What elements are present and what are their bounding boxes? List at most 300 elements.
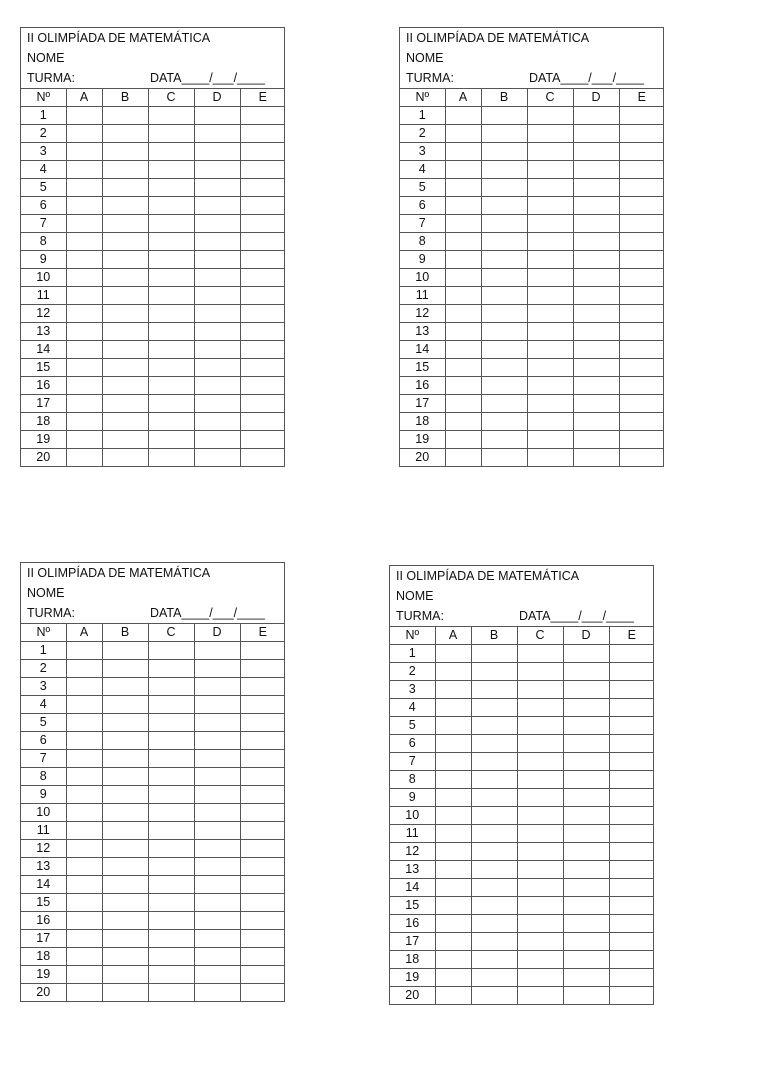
answer-cell-a[interactable] xyxy=(66,732,102,750)
answer-cell-e[interactable] xyxy=(240,912,285,930)
answer-cell-d[interactable] xyxy=(563,843,609,861)
answer-cell-c[interactable] xyxy=(527,107,573,125)
answer-cell-d[interactable] xyxy=(563,933,609,951)
answer-cell-c[interactable] xyxy=(527,431,573,449)
answer-cell-c[interactable] xyxy=(527,395,573,413)
answer-cell-e[interactable] xyxy=(609,861,654,879)
answer-cell-e[interactable] xyxy=(240,197,285,215)
answer-cell-c[interactable] xyxy=(527,341,573,359)
answer-cell-a[interactable] xyxy=(435,969,471,987)
answer-cell-a[interactable] xyxy=(435,933,471,951)
answer-cell-e[interactable] xyxy=(619,251,664,269)
answer-cell-d[interactable] xyxy=(573,413,619,431)
answer-cell-c[interactable] xyxy=(148,786,194,804)
answer-cell-b[interactable] xyxy=(471,843,517,861)
answer-cell-b[interactable] xyxy=(471,771,517,789)
answer-cell-e[interactable] xyxy=(240,966,285,984)
answer-cell-b[interactable] xyxy=(471,933,517,951)
answer-cell-c[interactable] xyxy=(517,933,563,951)
answer-cell-b[interactable] xyxy=(471,807,517,825)
answer-cell-c[interactable] xyxy=(527,179,573,197)
answer-cell-d[interactable] xyxy=(563,879,609,897)
answer-cell-a[interactable] xyxy=(66,930,102,948)
answer-cell-b[interactable] xyxy=(102,840,148,858)
answer-cell-b[interactable] xyxy=(471,825,517,843)
answer-cell-e[interactable] xyxy=(619,431,664,449)
answer-cell-a[interactable] xyxy=(66,323,102,341)
answer-cell-e[interactable] xyxy=(240,714,285,732)
answer-cell-c[interactable] xyxy=(148,341,194,359)
answer-cell-e[interactable] xyxy=(609,915,654,933)
answer-cell-b[interactable] xyxy=(471,987,517,1005)
answer-cell-b[interactable] xyxy=(471,915,517,933)
answer-cell-b[interactable] xyxy=(102,660,148,678)
answer-cell-c[interactable] xyxy=(527,143,573,161)
answer-cell-c[interactable] xyxy=(148,449,194,467)
answer-cell-e[interactable] xyxy=(240,125,285,143)
answer-cell-c[interactable] xyxy=(148,840,194,858)
answer-cell-a[interactable] xyxy=(445,395,481,413)
answer-cell-a[interactable] xyxy=(445,215,481,233)
answer-cell-b[interactable] xyxy=(102,714,148,732)
answer-cell-d[interactable] xyxy=(194,894,240,912)
answer-cell-c[interactable] xyxy=(517,735,563,753)
answer-cell-c[interactable] xyxy=(148,660,194,678)
answer-cell-d[interactable] xyxy=(194,395,240,413)
answer-cell-c[interactable] xyxy=(527,377,573,395)
answer-cell-a[interactable] xyxy=(66,395,102,413)
answer-cell-e[interactable] xyxy=(609,807,654,825)
answer-cell-e[interactable] xyxy=(619,305,664,323)
answer-cell-e[interactable] xyxy=(240,287,285,305)
answer-cell-d[interactable] xyxy=(194,143,240,161)
answer-cell-e[interactable] xyxy=(609,843,654,861)
answer-cell-e[interactable] xyxy=(619,161,664,179)
answer-cell-d[interactable] xyxy=(194,930,240,948)
answer-cell-e[interactable] xyxy=(609,717,654,735)
answer-cell-a[interactable] xyxy=(66,179,102,197)
answer-cell-d[interactable] xyxy=(573,287,619,305)
answer-cell-b[interactable] xyxy=(481,449,527,467)
answer-cell-a[interactable] xyxy=(435,825,471,843)
answer-cell-d[interactable] xyxy=(194,107,240,125)
answer-cell-e[interactable] xyxy=(609,735,654,753)
answer-cell-d[interactable] xyxy=(194,750,240,768)
answer-cell-c[interactable] xyxy=(517,879,563,897)
answer-cell-d[interactable] xyxy=(194,287,240,305)
answer-cell-e[interactable] xyxy=(619,107,664,125)
answer-cell-b[interactable] xyxy=(102,233,148,251)
answer-cell-e[interactable] xyxy=(619,323,664,341)
answer-cell-d[interactable] xyxy=(194,858,240,876)
answer-cell-e[interactable] xyxy=(240,359,285,377)
answer-cell-c[interactable] xyxy=(148,305,194,323)
answer-cell-a[interactable] xyxy=(66,413,102,431)
answer-cell-b[interactable] xyxy=(471,789,517,807)
answer-cell-c[interactable] xyxy=(517,717,563,735)
answer-cell-a[interactable] xyxy=(445,305,481,323)
answer-cell-b[interactable] xyxy=(481,251,527,269)
answer-cell-e[interactable] xyxy=(240,804,285,822)
answer-cell-b[interactable] xyxy=(102,930,148,948)
answer-cell-d[interactable] xyxy=(194,984,240,1002)
answer-cell-b[interactable] xyxy=(102,377,148,395)
answer-cell-b[interactable] xyxy=(471,717,517,735)
answer-cell-c[interactable] xyxy=(527,233,573,251)
answer-cell-a[interactable] xyxy=(445,359,481,377)
answer-cell-e[interactable] xyxy=(609,771,654,789)
answer-cell-a[interactable] xyxy=(435,897,471,915)
answer-cell-e[interactable] xyxy=(240,696,285,714)
answer-cell-b[interactable] xyxy=(102,323,148,341)
answer-cell-c[interactable] xyxy=(148,269,194,287)
answer-cell-c[interactable] xyxy=(527,323,573,341)
answer-cell-d[interactable] xyxy=(563,645,609,663)
answer-cell-a[interactable] xyxy=(66,449,102,467)
answer-cell-c[interactable] xyxy=(148,359,194,377)
answer-cell-c[interactable] xyxy=(148,732,194,750)
answer-cell-b[interactable] xyxy=(102,215,148,233)
answer-cell-a[interactable] xyxy=(445,431,481,449)
answer-cell-c[interactable] xyxy=(148,876,194,894)
answer-cell-a[interactable] xyxy=(66,876,102,894)
answer-cell-d[interactable] xyxy=(194,197,240,215)
answer-cell-c[interactable] xyxy=(517,915,563,933)
answer-cell-c[interactable] xyxy=(517,771,563,789)
answer-cell-a[interactable] xyxy=(66,912,102,930)
answer-cell-a[interactable] xyxy=(445,323,481,341)
answer-cell-a[interactable] xyxy=(435,879,471,897)
answer-cell-d[interactable] xyxy=(194,660,240,678)
answer-cell-e[interactable] xyxy=(240,251,285,269)
answer-cell-b[interactable] xyxy=(102,341,148,359)
answer-cell-c[interactable] xyxy=(517,825,563,843)
answer-cell-d[interactable] xyxy=(194,359,240,377)
answer-cell-c[interactable] xyxy=(148,233,194,251)
answer-cell-d[interactable] xyxy=(194,948,240,966)
answer-cell-c[interactable] xyxy=(148,197,194,215)
answer-cell-e[interactable] xyxy=(240,107,285,125)
answer-cell-b[interactable] xyxy=(471,699,517,717)
answer-cell-e[interactable] xyxy=(240,894,285,912)
answer-cell-e[interactable] xyxy=(240,269,285,287)
answer-cell-b[interactable] xyxy=(102,984,148,1002)
answer-cell-b[interactable] xyxy=(102,431,148,449)
answer-cell-e[interactable] xyxy=(240,984,285,1002)
answer-cell-b[interactable] xyxy=(102,305,148,323)
answer-cell-e[interactable] xyxy=(619,359,664,377)
answer-cell-d[interactable] xyxy=(573,233,619,251)
answer-cell-a[interactable] xyxy=(445,251,481,269)
answer-cell-b[interactable] xyxy=(471,897,517,915)
answer-cell-d[interactable] xyxy=(573,215,619,233)
answer-cell-b[interactable] xyxy=(102,359,148,377)
answer-cell-c[interactable] xyxy=(517,987,563,1005)
answer-cell-c[interactable] xyxy=(527,305,573,323)
answer-cell-b[interactable] xyxy=(471,645,517,663)
answer-cell-e[interactable] xyxy=(240,786,285,804)
answer-cell-d[interactable] xyxy=(563,861,609,879)
answer-cell-d[interactable] xyxy=(563,681,609,699)
answer-cell-a[interactable] xyxy=(66,215,102,233)
answer-cell-c[interactable] xyxy=(148,179,194,197)
answer-cell-a[interactable] xyxy=(435,771,471,789)
answer-cell-c[interactable] xyxy=(148,161,194,179)
answer-cell-b[interactable] xyxy=(102,858,148,876)
answer-cell-e[interactable] xyxy=(240,143,285,161)
answer-cell-a[interactable] xyxy=(66,287,102,305)
answer-cell-d[interactable] xyxy=(194,822,240,840)
answer-cell-c[interactable] xyxy=(148,822,194,840)
answer-cell-d[interactable] xyxy=(194,678,240,696)
answer-cell-e[interactable] xyxy=(619,233,664,251)
answer-cell-b[interactable] xyxy=(471,861,517,879)
answer-cell-b[interactable] xyxy=(102,786,148,804)
answer-cell-e[interactable] xyxy=(240,395,285,413)
answer-cell-e[interactable] xyxy=(609,645,654,663)
answer-cell-b[interactable] xyxy=(102,395,148,413)
answer-cell-d[interactable] xyxy=(573,359,619,377)
answer-cell-e[interactable] xyxy=(609,825,654,843)
answer-cell-b[interactable] xyxy=(481,413,527,431)
answer-cell-d[interactable] xyxy=(563,897,609,915)
answer-cell-a[interactable] xyxy=(435,735,471,753)
answer-cell-a[interactable] xyxy=(435,753,471,771)
answer-cell-b[interactable] xyxy=(481,215,527,233)
answer-cell-d[interactable] xyxy=(563,951,609,969)
answer-cell-e[interactable] xyxy=(609,951,654,969)
answer-cell-d[interactable] xyxy=(194,714,240,732)
answer-cell-a[interactable] xyxy=(66,696,102,714)
answer-cell-a[interactable] xyxy=(445,449,481,467)
answer-cell-d[interactable] xyxy=(194,966,240,984)
answer-cell-d[interactable] xyxy=(573,449,619,467)
answer-cell-a[interactable] xyxy=(66,786,102,804)
answer-cell-e[interactable] xyxy=(240,732,285,750)
answer-cell-a[interactable] xyxy=(66,804,102,822)
answer-cell-a[interactable] xyxy=(66,107,102,125)
answer-cell-d[interactable] xyxy=(194,786,240,804)
answer-cell-c[interactable] xyxy=(527,215,573,233)
answer-cell-c[interactable] xyxy=(527,287,573,305)
answer-cell-d[interactable] xyxy=(563,825,609,843)
answer-cell-a[interactable] xyxy=(445,107,481,125)
answer-cell-b[interactable] xyxy=(102,642,148,660)
answer-cell-b[interactable] xyxy=(102,107,148,125)
answer-cell-b[interactable] xyxy=(102,894,148,912)
answer-cell-c[interactable] xyxy=(527,251,573,269)
answer-cell-e[interactable] xyxy=(619,377,664,395)
answer-cell-e[interactable] xyxy=(609,987,654,1005)
answer-cell-b[interactable] xyxy=(471,951,517,969)
answer-cell-d[interactable] xyxy=(573,341,619,359)
answer-cell-a[interactable] xyxy=(66,341,102,359)
answer-cell-c[interactable] xyxy=(148,251,194,269)
answer-cell-a[interactable] xyxy=(66,359,102,377)
answer-cell-d[interactable] xyxy=(194,912,240,930)
answer-cell-c[interactable] xyxy=(148,948,194,966)
answer-cell-c[interactable] xyxy=(148,143,194,161)
answer-cell-c[interactable] xyxy=(517,699,563,717)
answer-cell-d[interactable] xyxy=(563,987,609,1005)
answer-cell-a[interactable] xyxy=(66,269,102,287)
answer-cell-d[interactable] xyxy=(573,323,619,341)
answer-cell-e[interactable] xyxy=(240,678,285,696)
answer-cell-d[interactable] xyxy=(563,771,609,789)
answer-cell-a[interactable] xyxy=(435,717,471,735)
answer-cell-b[interactable] xyxy=(481,431,527,449)
answer-cell-d[interactable] xyxy=(194,323,240,341)
answer-cell-b[interactable] xyxy=(481,143,527,161)
answer-cell-e[interactable] xyxy=(619,143,664,161)
answer-cell-d[interactable] xyxy=(194,768,240,786)
answer-cell-a[interactable] xyxy=(435,951,471,969)
answer-cell-a[interactable] xyxy=(66,714,102,732)
answer-cell-a[interactable] xyxy=(445,233,481,251)
answer-cell-c[interactable] xyxy=(517,861,563,879)
answer-cell-b[interactable] xyxy=(102,125,148,143)
answer-cell-c[interactable] xyxy=(527,449,573,467)
answer-cell-d[interactable] xyxy=(194,179,240,197)
answer-cell-d[interactable] xyxy=(194,840,240,858)
answer-cell-a[interactable] xyxy=(66,125,102,143)
answer-cell-a[interactable] xyxy=(66,894,102,912)
answer-cell-b[interactable] xyxy=(481,287,527,305)
answer-cell-b[interactable] xyxy=(102,143,148,161)
answer-cell-a[interactable] xyxy=(66,233,102,251)
answer-cell-a[interactable] xyxy=(66,431,102,449)
answer-cell-c[interactable] xyxy=(148,984,194,1002)
answer-cell-e[interactable] xyxy=(609,879,654,897)
answer-cell-e[interactable] xyxy=(240,449,285,467)
answer-cell-a[interactable] xyxy=(66,197,102,215)
answer-cell-e[interactable] xyxy=(619,179,664,197)
answer-cell-a[interactable] xyxy=(66,984,102,1002)
answer-cell-c[interactable] xyxy=(148,642,194,660)
answer-cell-d[interactable] xyxy=(573,125,619,143)
answer-cell-e[interactable] xyxy=(619,125,664,143)
answer-cell-a[interactable] xyxy=(66,143,102,161)
answer-cell-e[interactable] xyxy=(609,699,654,717)
answer-cell-a[interactable] xyxy=(445,377,481,395)
answer-cell-c[interactable] xyxy=(517,951,563,969)
answer-cell-c[interactable] xyxy=(527,161,573,179)
answer-cell-a[interactable] xyxy=(66,678,102,696)
answer-cell-b[interactable] xyxy=(481,125,527,143)
answer-cell-b[interactable] xyxy=(102,269,148,287)
answer-cell-d[interactable] xyxy=(573,269,619,287)
answer-cell-a[interactable] xyxy=(66,251,102,269)
answer-cell-d[interactable] xyxy=(563,663,609,681)
answer-cell-d[interactable] xyxy=(563,969,609,987)
answer-cell-e[interactable] xyxy=(240,413,285,431)
answer-cell-b[interactable] xyxy=(481,107,527,125)
answer-cell-d[interactable] xyxy=(573,251,619,269)
answer-cell-e[interactable] xyxy=(609,897,654,915)
answer-cell-b[interactable] xyxy=(102,822,148,840)
answer-cell-b[interactable] xyxy=(102,678,148,696)
answer-cell-c[interactable] xyxy=(148,431,194,449)
answer-cell-c[interactable] xyxy=(148,287,194,305)
answer-cell-e[interactable] xyxy=(609,753,654,771)
answer-cell-a[interactable] xyxy=(66,948,102,966)
answer-cell-e[interactable] xyxy=(619,197,664,215)
answer-cell-e[interactable] xyxy=(609,663,654,681)
answer-cell-b[interactable] xyxy=(481,161,527,179)
answer-cell-a[interactable] xyxy=(445,143,481,161)
answer-cell-b[interactable] xyxy=(102,804,148,822)
answer-cell-b[interactable] xyxy=(102,161,148,179)
answer-cell-e[interactable] xyxy=(619,395,664,413)
answer-cell-c[interactable] xyxy=(517,645,563,663)
answer-cell-e[interactable] xyxy=(240,215,285,233)
answer-cell-c[interactable] xyxy=(148,125,194,143)
answer-cell-b[interactable] xyxy=(471,879,517,897)
answer-cell-b[interactable] xyxy=(481,323,527,341)
answer-cell-d[interactable] xyxy=(194,696,240,714)
answer-cell-e[interactable] xyxy=(240,305,285,323)
answer-cell-c[interactable] xyxy=(517,681,563,699)
answer-cell-d[interactable] xyxy=(563,735,609,753)
answer-cell-a[interactable] xyxy=(435,807,471,825)
answer-cell-d[interactable] xyxy=(563,717,609,735)
answer-cell-b[interactable] xyxy=(102,876,148,894)
answer-cell-c[interactable] xyxy=(527,269,573,287)
answer-cell-e[interactable] xyxy=(619,215,664,233)
answer-cell-c[interactable] xyxy=(148,215,194,233)
answer-cell-d[interactable] xyxy=(563,753,609,771)
answer-cell-b[interactable] xyxy=(481,341,527,359)
answer-cell-c[interactable] xyxy=(148,858,194,876)
answer-cell-e[interactable] xyxy=(240,233,285,251)
answer-cell-b[interactable] xyxy=(471,663,517,681)
answer-cell-e[interactable] xyxy=(609,681,654,699)
answer-cell-a[interactable] xyxy=(66,660,102,678)
answer-cell-c[interactable] xyxy=(148,894,194,912)
answer-cell-c[interactable] xyxy=(517,897,563,915)
answer-cell-b[interactable] xyxy=(102,287,148,305)
answer-cell-c[interactable] xyxy=(527,125,573,143)
answer-cell-d[interactable] xyxy=(573,179,619,197)
answer-cell-d[interactable] xyxy=(573,431,619,449)
answer-cell-d[interactable] xyxy=(563,807,609,825)
answer-cell-a[interactable] xyxy=(445,269,481,287)
answer-cell-a[interactable] xyxy=(445,125,481,143)
answer-cell-d[interactable] xyxy=(194,804,240,822)
answer-cell-a[interactable] xyxy=(445,287,481,305)
answer-cell-d[interactable] xyxy=(573,197,619,215)
answer-cell-c[interactable] xyxy=(148,768,194,786)
answer-cell-d[interactable] xyxy=(194,377,240,395)
answer-cell-b[interactable] xyxy=(102,251,148,269)
answer-cell-b[interactable] xyxy=(471,753,517,771)
answer-cell-d[interactable] xyxy=(194,341,240,359)
answer-cell-e[interactable] xyxy=(240,822,285,840)
answer-cell-d[interactable] xyxy=(194,449,240,467)
answer-cell-a[interactable] xyxy=(445,179,481,197)
answer-cell-e[interactable] xyxy=(240,377,285,395)
answer-cell-e[interactable] xyxy=(619,449,664,467)
answer-cell-b[interactable] xyxy=(102,179,148,197)
answer-cell-a[interactable] xyxy=(435,843,471,861)
answer-cell-d[interactable] xyxy=(563,789,609,807)
answer-cell-a[interactable] xyxy=(445,197,481,215)
answer-cell-e[interactable] xyxy=(619,413,664,431)
answer-cell-b[interactable] xyxy=(102,696,148,714)
answer-cell-b[interactable] xyxy=(481,377,527,395)
answer-cell-b[interactable] xyxy=(481,197,527,215)
answer-cell-a[interactable] xyxy=(445,161,481,179)
